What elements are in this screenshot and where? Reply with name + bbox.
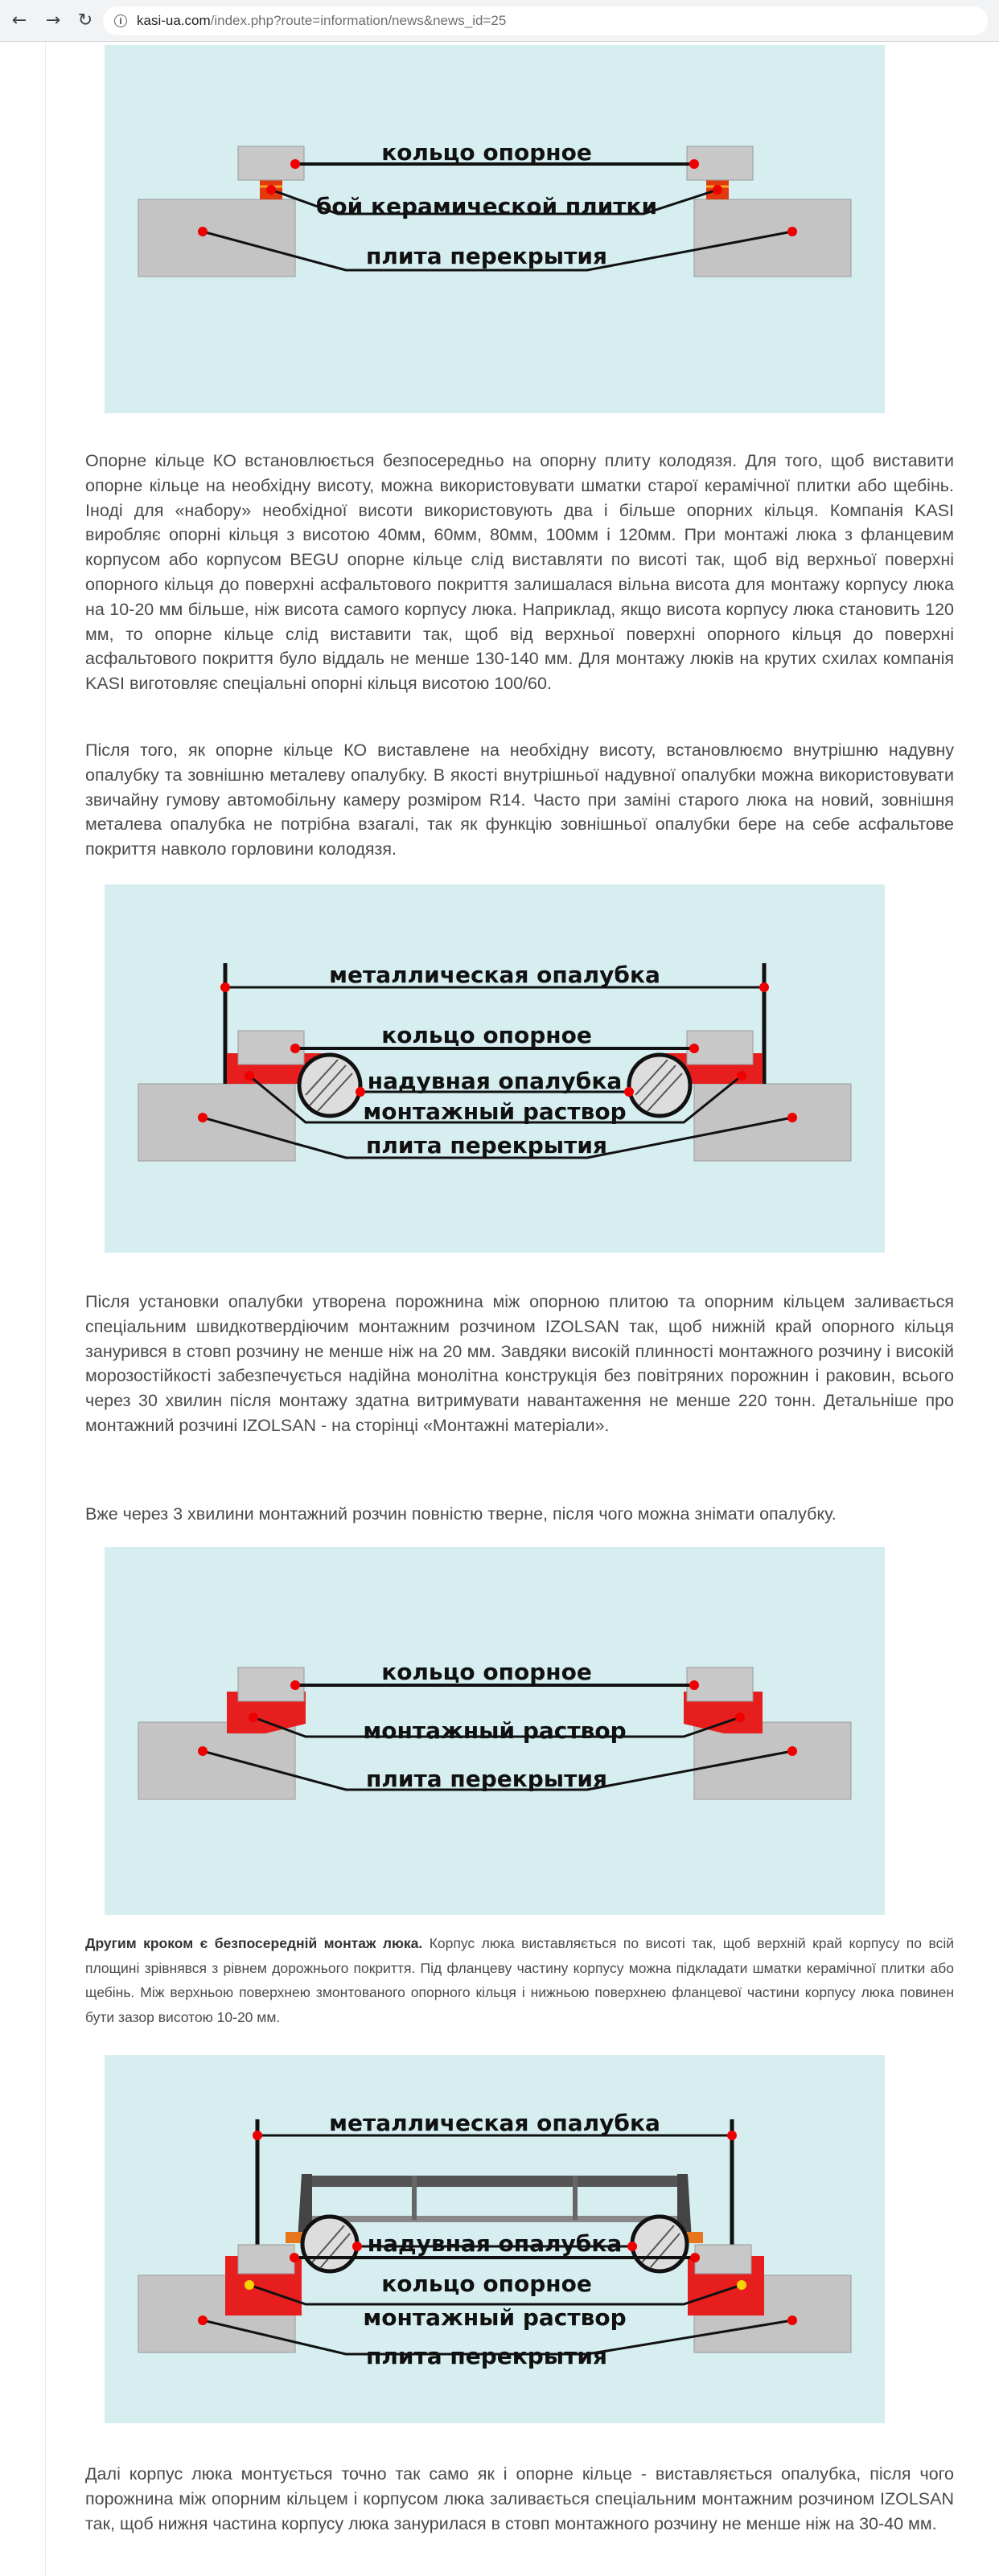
paragraph-support-ring: Опорне кільце КО встановлюється безпосередньо на опорну плиту колодязя. Для того, щоб виставити опорне кільце на необхідну висоту, можна використовувати шматки старої керамічної плитки або щебінь. Іноді для «набору» необхідної висоти використовують два і більше опорних кільця. Компанія KASI виробляє опорні кільця з висотою 40мм, 60мм, 80мм, 100мм і 120мм. При монтажі люка з фланцевим корпусом або корпусом BEGU опорне кільце слід виставляти по висоті так, щоб від верхньої поверхні опорного кільця до поверхні асфальтового покриття залишалася вільна висота для монтажу корпусу люка на 10-20 мм більше, ніж висота самого корпусу люка. Наприклад, якщо висота корпусу люка становить 120 мм, то опорне кільце слід виставити так, щоб від верхньої поверхні опорного кільця до поверхні асфальтового покриття було віддаль не менше 130-140 мм. Для монтажу люків на крутих схилах компанія KASI виготовляє спеціальні опорні кільця висотою 100/60.	[85, 451, 954, 694]
info-icon[interactable]: i	[114, 14, 127, 27]
paragraph-formwork: Після того, як опорне кільце КО виставлене на необхідну висоту, встановлюємо внутрішню надувну опалубку та зовнішню металеву опалубку. В якості внутрішньої надувної опалубки можна використовувати звичайну гумову автомобільну камеру розміром R14. Часто при заміні старого люка на новий, зовнішня металева опалубка не потрібна взагалі, так як функцію зовнішньої опалубки бере на себе асфальтове покриття навколо горловини колодязя.	[85, 740, 954, 859]
diagram-formwork	[105, 884, 885, 1253]
arrow-right-icon[interactable]: →	[45, 10, 61, 31]
label-mortar: монтажный раствор	[363, 1098, 627, 1125]
paragraph-hatch-body-mortar: Далі корпус люка монтується точно так само як і опорне кільце - виставляється опалубка, після чого порожнина між опорним кільцем і корпусом люка заливається спеціальним монтажним розчином IZOLSAN так, щоб нижня частина корпусу люка занурилася в стовп монтажного розчину не менше ніж на 30-40 мм.	[85, 2464, 954, 2533]
label-tile-fragments: бой керамической плитки	[315, 193, 658, 219]
label-support-ring: кольцо опорное	[381, 2270, 592, 2297]
label-inflatable-formwork: надувная опалубка	[367, 2230, 623, 2257]
label-metal-formwork: металлическая опалубка	[329, 2110, 660, 2136]
content-divider	[45, 42, 46, 2576]
paragraph-hatch-mounting-lead: Другим кроком є безпосередній монтаж люка.	[85, 1935, 423, 1951]
label-inflatable-formwork: надувная опалубка	[367, 1068, 623, 1094]
label-support-ring: кольцо опорное	[381, 1659, 592, 1685]
paragraph-hatch-mounting-text: Корпус люка виставляється по висоті так, щоб верхній край корпусу по всій площині зрівнявся з рівнем дорожнього покриття. Під фланцеву частину корпусу можна підкладати шматки керамічної плитки або щебінь. Між верхньою поверхнею змонтованого опорного кільця і нижньою поверхнею фланцевої частини корпусу люка повинен бути зазор висотою 10-20 мм.	[85, 1935, 954, 2025]
label-mortar: монтажный раствор	[363, 2304, 627, 2331]
label-slab: плита перекрытия	[366, 2343, 607, 2369]
url-text[interactable]	[137, 13, 506, 29]
reload-icon[interactable]: ↻	[77, 10, 93, 31]
arrow-left-icon[interactable]: ←	[11, 10, 27, 31]
label-slab: плита перекрытия	[366, 1132, 607, 1159]
url-path: /index.php?route=information/news&news_id=25	[210, 13, 507, 28]
diagram-hardened-mortar	[105, 1547, 885, 1915]
browser-toolbar	[0, 0, 999, 42]
diagram-hatch-body-formwork	[105, 2055, 885, 2423]
label-mortar: монтажный раствор	[363, 1717, 627, 1744]
paragraph-mortar-fill: Після установки опалубки утворена порожнина між опорною плитою та опорним кільцем заливається спеціальним швидкотвердіючим монтажним розчином IZOLSAN так, щоб нижній край опорного кільця занурився в стовп розчину не менше ніж на 20 мм. Завдяки високій плинності монтажного розчину і високій морозостійкості забезпечується надійна монолітна конструкція без повітряних порожнин і раковин, всього через 30 хвилин після монтажу здатна витримувати навантаження не менше 220 тонн. Детальніше про монтажний розчині IZOLSAN - на сторінці «Монтажні матеріали».	[85, 1292, 954, 1435]
label-slab: плита перекрытия	[366, 243, 607, 269]
paragraph-hatch-mounting	[85, 1931, 954, 2029]
label-support-ring: кольцо опорное	[381, 139, 592, 166]
label-slab: плита перекрытия	[366, 1766, 607, 1792]
diagram-support-ring-tiles	[105, 45, 885, 413]
address-bar[interactable]	[103, 6, 988, 35]
paragraph-mortar-hardens: Вже через 3 хвилини монтажний розчин повністю тверне, після чого можна знімати опалубку.	[85, 1504, 837, 1524]
label-support-ring: кольцо опорное	[381, 1022, 592, 1048]
url-host: kasi-ua.com	[137, 13, 211, 28]
label-metal-formwork: металлическая опалубка	[329, 962, 660, 988]
